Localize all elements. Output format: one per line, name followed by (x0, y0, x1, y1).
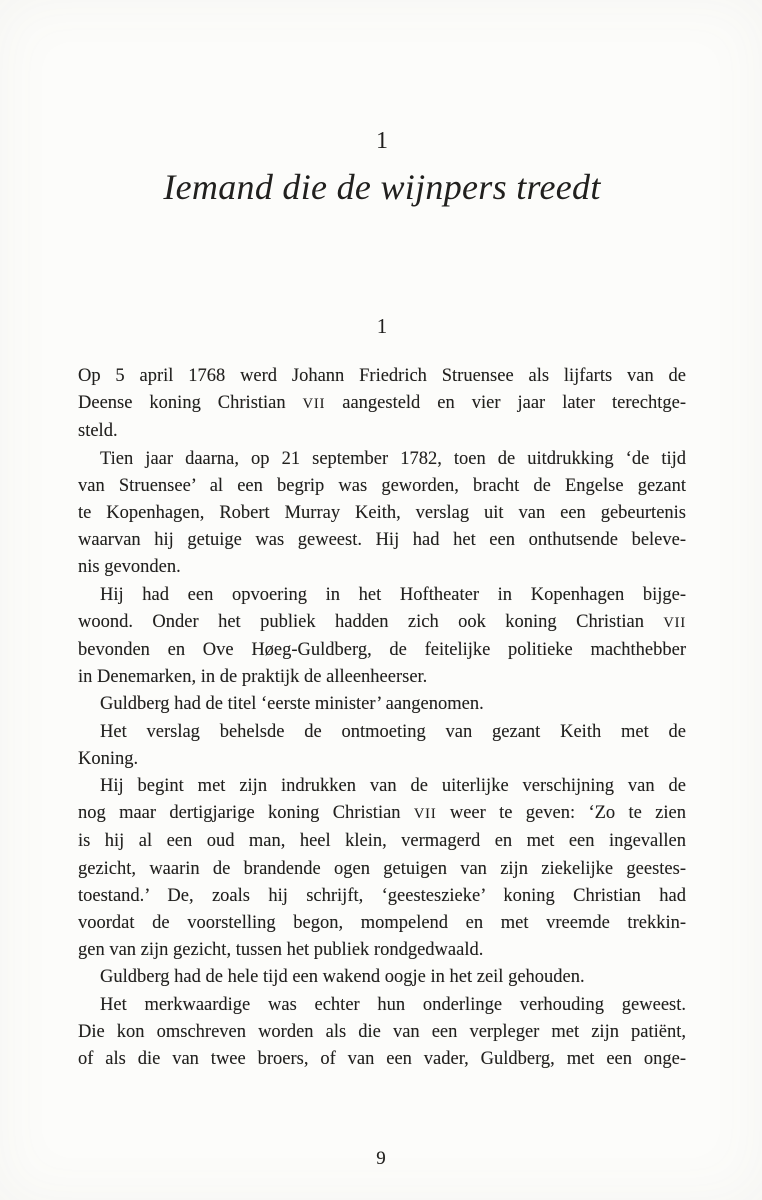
text-line: Tien jaar daarna, op 21 september 1782, toen de uitdrukking ‘de tijd (100, 448, 686, 469)
text-line: woond. Onder het publiek hadden zich ook koning Christian VII (78, 611, 686, 632)
text-line: Guldberg had de titel ‘eerste minister’ aangenomen. (100, 694, 484, 715)
paragraph (78, 582, 686, 692)
text-line: Koning. (78, 748, 139, 769)
text-line: Die kon omschreven worden als die van een verpleger met zijn patiënt, (78, 1021, 686, 1042)
text-line: voordat de voorstelling begon, mompelend en met vreemde trekkin- (78, 913, 686, 934)
text-line: is hij al een oud man, heel klein, vermagerd en met een ingevallen (78, 831, 686, 852)
roman-numeral-smallcaps: VII (302, 396, 326, 413)
text-line: te Kopenhagen, Robert Murray Keith, verslag uit van een gebeurtenis (78, 503, 686, 523)
text-line: Hij begint met zijn indrukken van de uiterlijke verschijning van de (100, 776, 686, 797)
paragraph (78, 964, 686, 991)
text-line: Guldberg had de hele tijd een wakend oogje in het zeil gehouden. (100, 967, 585, 988)
body-text (78, 363, 686, 1073)
chapter-number: 1 (376, 128, 388, 154)
text-line: waarvan hij getuige was geweest. Hij had het een onthutsende beleve- (78, 530, 686, 551)
roman-numeral-smallcaps: VII (413, 806, 437, 823)
paragraph (78, 719, 686, 773)
text-line: nis gevonden. (78, 557, 181, 578)
roman-numeral-smallcaps: VII (663, 614, 686, 631)
paragraph (78, 773, 686, 964)
paragraph (78, 992, 686, 1074)
paragraph (78, 363, 686, 446)
text-line: gezicht, waarin de brandende ogen getuigen van zijn ziekelijke geestes- (78, 858, 686, 879)
text-line: gen van zijn gezicht, tussen het publiek rondgedwaald. (78, 940, 484, 961)
text-line: Deense koning Christian VII aangesteld en vier jaar later terechtge- (78, 393, 686, 414)
section-number: 1 (376, 313, 388, 338)
text-line: of als die van twee broers, of van een vader, Guldberg, met een onge- (78, 1049, 686, 1070)
page-number: 9 (376, 1148, 386, 1169)
text-line: van Struensee’ al een begrip was geworden, bracht de Engelse gezant (78, 475, 686, 496)
text-line: Op 5 april 1768 werd Johann Friedrich Struensee als lijfarts van de (78, 365, 686, 386)
chapter-title: Iemand die de wijnpers treedt (163, 166, 601, 207)
text-line: bevonden en Ove Høeg-Guldberg, de feitelijke politieke machthebber (78, 640, 686, 661)
text-line: Hij had een opvoering in het Hoftheater in Kopenhagen bijge- (100, 584, 686, 605)
text-line: nog maar dertigjarige koning Christian VII weer te geven: ‘Zo te zien (78, 803, 686, 824)
paragraph (78, 446, 686, 582)
text-line: toestand.’ De, zoals hij schrijft, ‘geesteszieke’ koning Christian had (78, 885, 686, 906)
text-line: in Denemarken, in de praktijk de alleenheerser. (78, 667, 428, 688)
paragraph (78, 691, 686, 718)
text-line: steld. (78, 421, 118, 442)
text-line: Het merkwaardige was echter hun onderlinge verhouding geweest. (100, 994, 686, 1015)
text-line: Het verslag behelsde de ontmoeting van gezant Keith met de (100, 721, 686, 742)
